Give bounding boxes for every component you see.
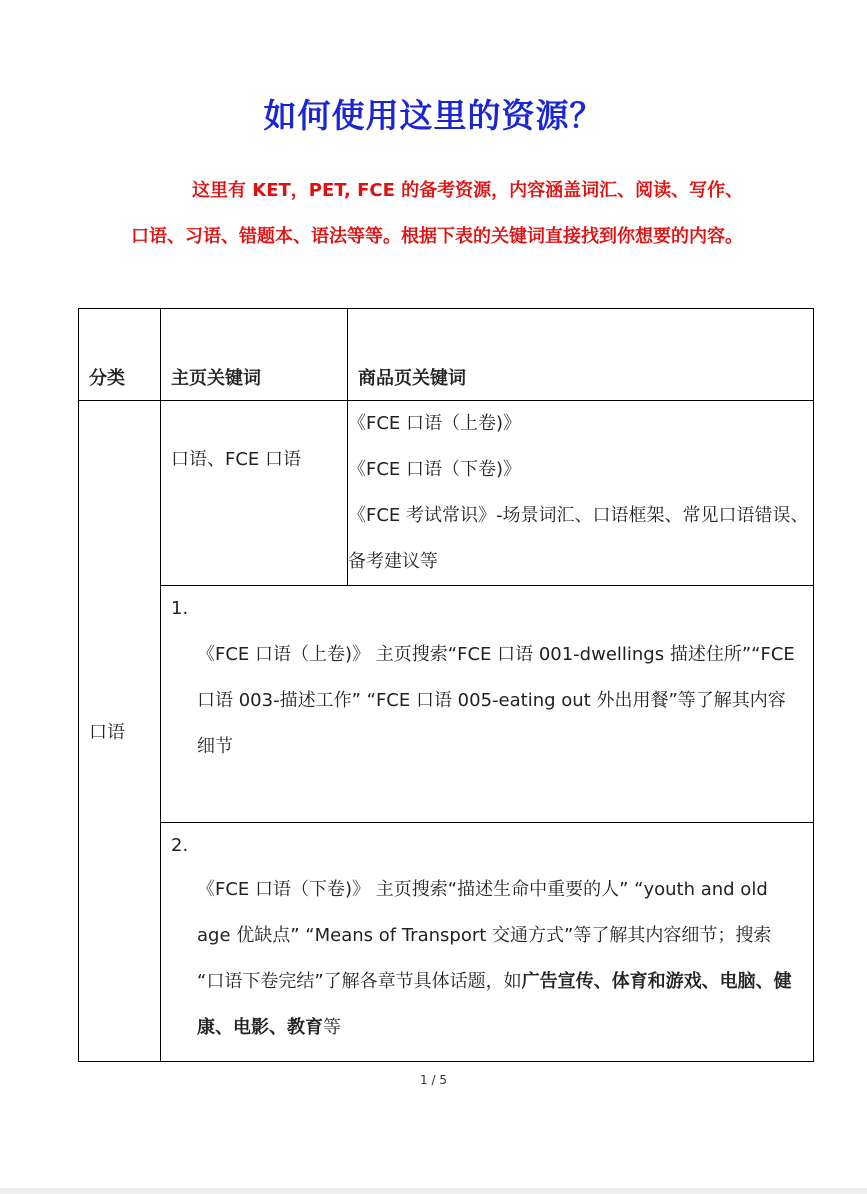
header-goods-keywords: 商品页关键词 [348, 309, 814, 401]
page-title: 如何使用这里的资源？ [263, 96, 604, 135]
intro-paragraph: 这里有 KET，PET, FCE 的备考资源，内容涵盖词汇、阅读、写作、口语、习语、错题本、语法等等。根据下表的关键词直接找到你想要的内容。 [131, 180, 744, 247]
home-keywords-cell: 口语、FCE 口语 [161, 401, 348, 586]
keyword-table [78, 308, 814, 1062]
table-header-row [79, 309, 814, 401]
note-cell-2 [161, 823, 814, 1062]
note-number: 2. [171, 835, 189, 856]
note-text: 《FCE 口语（上卷)》 主页搜索“FCE 口语 001-dwellings 描述住所”“FCE 口语 003-描述工作” “FCE 口语 005-eating out 外出用餐”等了解其内容细节 [197, 644, 795, 757]
goods-keyword-item: 《FCE 考试常识》-场景词汇、口语框架、常见口语错误、备考建议等 [348, 505, 809, 572]
category-cell: 口语 [79, 401, 161, 1062]
note-topics-bold: 广告宣传、体育和游戏、电脑、健康、电影、教育 [197, 971, 792, 1038]
note-number: 1. [171, 598, 189, 619]
goods-keyword-item: 《FCE 口语（上卷)》 [348, 413, 522, 434]
goods-keyword-item: 《FCE 口语（下卷)》 [348, 459, 522, 480]
goods-keywords-cell [348, 401, 814, 586]
note-text: 《FCE 口语（下卷)》 主页搜索“描述生命中重要的人” “youth and old age 优缺点” “Means of Transport 交通方式”等了解其内容细节；搜索 “口语下卷完结”了解各章节具体话题，如 [197, 879, 772, 992]
note-text-end: 等 [323, 1017, 341, 1038]
note-cell-1 [161, 586, 814, 823]
table-row [79, 401, 814, 586]
header-category: 分类 [79, 309, 161, 401]
header-home-keywords: 主页关键词 [161, 309, 348, 401]
page-bottom-edge [0, 1188, 867, 1194]
note-row-1 [79, 586, 814, 823]
page-number: 1 / 5 [420, 1073, 447, 1087]
note-row-2 [79, 823, 814, 1062]
